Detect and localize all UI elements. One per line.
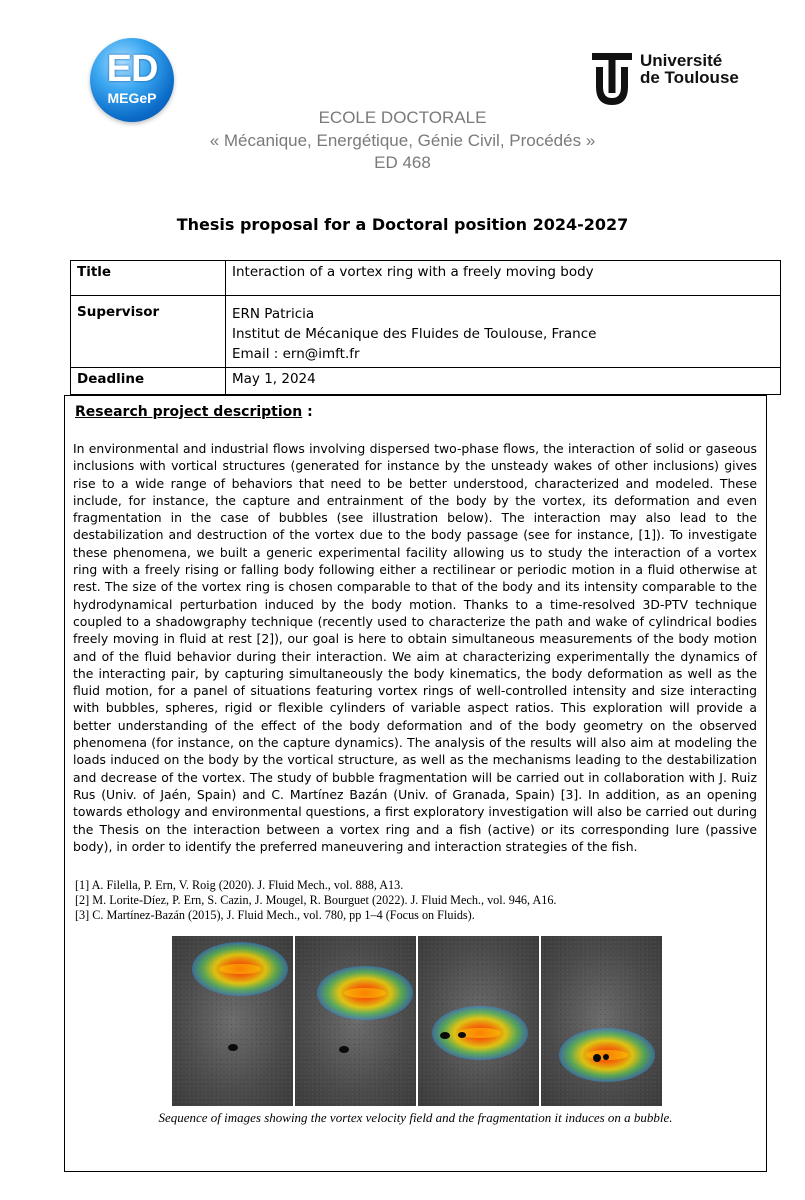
universite-toulouse-logo	[592, 50, 752, 110]
description-body: In environmental and industrial flows involving dispersed two-phase flows, the interaction of solid or gaseous inclusions with vortical structures (generated for instance by the unsteady wakes of other inclusions) gives rise to a wide range of behaviors that need to be better understood, characterized and modeled. These include, for instance, the capture and entrainment of the body by the vortex, its deformation and even fragmentation in the case of bubbles (see illustration below). The interaction may also lead to the destabilization and destruction of the vortex due to the body passage (see for instance, [1]). To investigate these phenomena, we built a generic experimental facility allowing us to study the interaction of a vortex ring with a freely rising or falling body following either a rectilinear or periodic motion in a fluid otherwise at rest. The size of the vortex ring is chosen comparable to that of the body and its intensity comparable to the hydrodynamical perturbation induced by the body motion. Thanks to a time-resolved 3D-PTV technique coupled to a shadowgraphy technique (recently used to characterize the path and wake of cylindrical bodies freely moving in fluid at rest [2]), our goal is here to obtain simultaneous measurements of the body motion and of the fluid behavior during their interaction. We aim at characterizing experimentally the dynamics of the interacting pair, by capturing simultaneously the body kinematics, the body deformation as well as the fluid motion, for a panel of situations featuring vortex rings of well-controlled intensity and size interacting with bubbles, spheres, rigid or flexible cylinders of variable aspect ratios. This exploration will provide a better understanding of the effect of the body deformation and of the body geometry on the observed phenomena (for instance, on the capture dynamics). The analysis of the results will also aim at modeling the loads induced on the body by the vortical structure, as well as the mechanisms leading to the destabilization and decrease of the vortex. The study of bubble fragmentation will be carried out in collaboration with J. Ruiz Rus (Univ. of Jaén, Spain) and C. Martínez Bazán (Univ. of Granada, Spain) [3]. In addition, as an opening towards ethology and environmental questions, a first exploratory investigation will also be carried out during the Thesis on the interaction between a vortex ring and a fish (active) or its corresponding lure (passive body), in order to identify the preferred maneuvering and interaction strategies of the fish.	[73, 441, 757, 854]
ut-logo-line1: Université	[640, 51, 723, 70]
bubble-mark	[458, 1032, 466, 1038]
supervisor-email: Email : ern@imft.fr	[232, 346, 360, 362]
school-line-3: ED 468	[374, 153, 431, 172]
supervisor-label: Supervisor	[71, 296, 226, 368]
ut-logo-text	[640, 52, 739, 86]
ed-logo-text: ED	[106, 48, 158, 90]
description-heading-text: Research project description	[75, 404, 303, 420]
vortex-ring-field	[192, 942, 288, 996]
reference-item: [2] M. Lorite-Díez, P. Ern, S. Cazin, J. Mougel, R. Bourguet (2022). J. Fluid Mech., vol. 946, A16.	[75, 893, 557, 907]
reference-item: [1] A. Filella, P. Ern, V. Roig (2020). J. Fluid Mech., vol. 888, A13.	[75, 878, 404, 892]
reference-item: [3] C. Martínez-Bazán (2015), J. Fluid Mech., vol. 780, pp 1–4 (Focus on Fluids).	[75, 908, 475, 922]
info-table	[70, 260, 781, 395]
info-row-supervisor	[71, 296, 781, 368]
references-list	[75, 878, 556, 923]
school-line-2: « Mécanique, Energétique, Génie Civil, Procédés »	[209, 131, 596, 150]
bubble-mark	[339, 1046, 349, 1053]
deadline-label: Deadline	[71, 368, 226, 395]
title-label: Title	[71, 261, 226, 296]
vortex-image-sequence	[172, 936, 662, 1106]
figure-caption: Sequence of images showing the vortex velocity field and the fragmentation it induces on a bubble.	[158, 1110, 673, 1125]
bubble-mark	[228, 1044, 238, 1051]
deadline-value: May 1, 2024	[226, 368, 781, 395]
school-line-1: ECOLE DOCTORALE	[318, 108, 487, 127]
image-frame-2	[295, 936, 416, 1106]
ut-logo-line2: de Toulouse	[640, 68, 739, 87]
title-value: Interaction of a vortex ring with a freely moving body	[226, 261, 781, 296]
research-description-box	[64, 395, 767, 1172]
bubble-mark	[603, 1054, 609, 1060]
info-row-deadline	[71, 368, 781, 395]
image-frame-3	[418, 936, 539, 1106]
description-heading-suffix: :	[302, 404, 313, 420]
supervisor-institute: Institut de Mécanique des Fluides de Toulouse, France	[232, 326, 597, 342]
bubble-mark	[440, 1032, 450, 1039]
supervisor-value	[226, 296, 781, 368]
bubble-mark	[593, 1054, 601, 1062]
description-heading	[75, 404, 313, 420]
image-frame-1	[172, 936, 293, 1106]
proposal-title: Thesis proposal for a Doctoral position 2024-2027	[176, 215, 629, 234]
megep-logo-text: MEGeP	[107, 90, 157, 106]
ut-mark-icon	[592, 53, 632, 109]
supervisor-name: ERN Patricia	[232, 306, 315, 322]
vortex-ring-field	[317, 966, 413, 1020]
info-row-title	[71, 261, 781, 296]
image-frame-4	[541, 936, 662, 1106]
